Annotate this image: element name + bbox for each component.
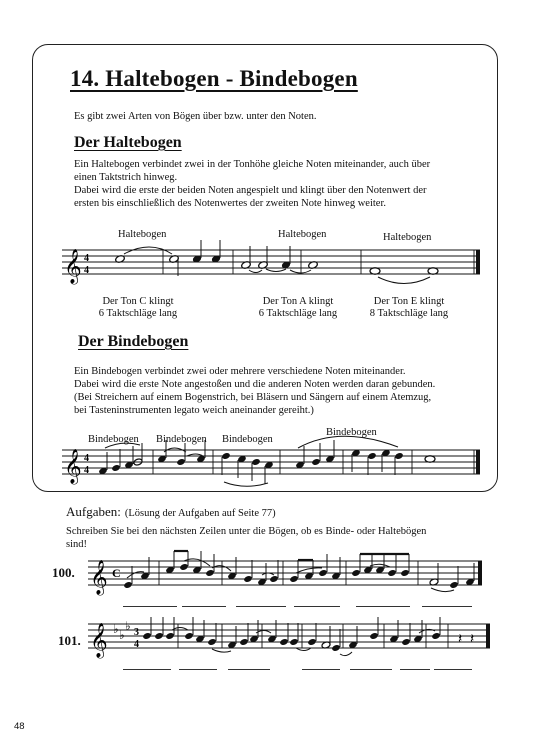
caption-c-line1: Der Ton C klingt bbox=[102, 296, 174, 307]
page-title: 14. Haltebogen - Bindebogen bbox=[70, 66, 358, 91]
aufgaben-note: (Lösung der Aufgaben auf Seite 77) bbox=[124, 508, 276, 519]
intro-text: Es gibt zwei Arten von Bögen über bzw. unter den Noten. bbox=[74, 111, 317, 122]
answer-line[interactable] bbox=[350, 669, 392, 670]
svg-text:𝄞: 𝄞 bbox=[90, 560, 108, 595]
svg-text:𝄽: 𝄽 bbox=[470, 631, 475, 647]
answer-line[interactable] bbox=[400, 669, 430, 670]
caption-e-line2: 8 Taktschläge lang bbox=[369, 308, 449, 319]
answer-line[interactable] bbox=[434, 669, 472, 670]
svg-text:𝄞: 𝄞 bbox=[64, 449, 82, 484]
aufgaben-text-1: Schreiben Sie bei den nächsten Zeilen unter die Bögen, ob es Binde- oder Haltebögen bbox=[66, 526, 427, 537]
ex2-time-sig-top: 3 bbox=[134, 627, 139, 638]
ex2-time-sig-bottom: 4 bbox=[134, 639, 139, 650]
haltebogen-text-3: Dabei wird die erste der beiden Noten angespielt und klingt über den Notenwert der bbox=[74, 185, 427, 196]
bindebogen-text-2: Dabei wird die erste Note angestoßen und die anderen Noten werden daran gebunden. bbox=[74, 379, 436, 390]
haltebogen-text-2: einen Taktstrich hinweg. bbox=[74, 172, 178, 183]
bindebogen-text-4: bei Tasteninstrumenten legato weich aneinander gereiht.) bbox=[74, 405, 314, 416]
bindebogen-label-3: Bindebogen bbox=[222, 434, 273, 445]
bindebogen-text-3: (Bei Streichern auf einem Bogenstrich, bei Bläsern und Sängern auf einem Atemzug, bbox=[74, 392, 432, 403]
answer-line[interactable] bbox=[179, 669, 217, 670]
answer-line[interactable] bbox=[123, 669, 171, 670]
svg-text:𝄽: 𝄽 bbox=[458, 631, 463, 647]
bindebogen-label-4: Bindebogen bbox=[326, 427, 377, 438]
time-sig-bottom: 4 bbox=[84, 265, 89, 276]
bindebogen-text-1: Ein Bindebogen verbindet zwei oder mehrere verschiedene Noten miteinander. bbox=[74, 366, 406, 377]
exercise-101-number: 101. bbox=[58, 633, 81, 648]
caption-e-line1: Der Ton E klingt bbox=[373, 296, 445, 307]
aufgaben-label: Aufgaben: bbox=[66, 504, 121, 519]
haltebogen-label-2: Haltebogen bbox=[278, 229, 327, 240]
svg-text:♭: ♭ bbox=[125, 619, 131, 633]
caption-c-line2: 6 Taktschläge lang bbox=[98, 308, 178, 319]
bindebogen-label-2: Bindebogen bbox=[156, 434, 207, 445]
haltebogen-heading: Der Haltebogen bbox=[74, 134, 182, 151]
haltebogen-text-1: Ein Haltebogen verbindet zwei in der Tonhöhe gleiche Noten miteinander, auch über bbox=[74, 159, 431, 170]
bindebogen-label-1: Bindebogen bbox=[88, 434, 139, 445]
answer-line[interactable] bbox=[228, 669, 270, 670]
page-number: 48 bbox=[14, 721, 25, 732]
svg-text:𝄞: 𝄞 bbox=[64, 249, 82, 284]
caption-a-line2: 6 Taktschläge lang bbox=[258, 308, 338, 319]
answer-line[interactable] bbox=[302, 669, 340, 670]
time-sig-top: 4 bbox=[84, 253, 89, 264]
exercise-100-number: 100. bbox=[52, 565, 75, 580]
haltebogen-text-4: ersten bis einschließlich des Notenwertes der zweiten Note hinweg weiter. bbox=[74, 198, 386, 209]
time-sig-top-2: 4 bbox=[84, 453, 89, 464]
haltebogen-label-3: Haltebogen bbox=[383, 232, 432, 243]
time-sig-bottom-2: 4 bbox=[84, 465, 89, 476]
common-time-sig: C bbox=[112, 566, 121, 580]
aufgaben-text-2: sind! bbox=[66, 539, 87, 550]
caption-a-line1: Der Ton A klingt bbox=[262, 296, 334, 307]
svg-text:♭: ♭ bbox=[119, 628, 125, 642]
bindebogen-heading: Der Bindebogen bbox=[78, 333, 189, 350]
haltebogen-label-1: Haltebogen bbox=[118, 229, 167, 240]
svg-text:𝄞: 𝄞 bbox=[90, 623, 108, 658]
svg-text:♭: ♭ bbox=[113, 622, 119, 636]
